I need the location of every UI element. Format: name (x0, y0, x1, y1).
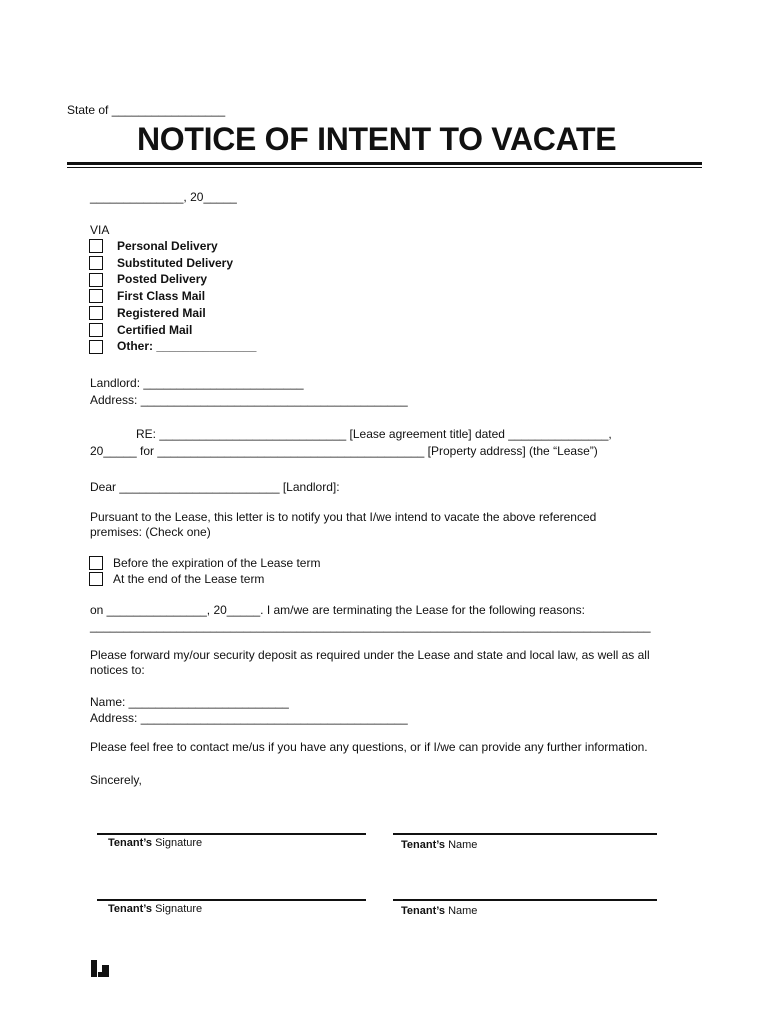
via-option-other: Other: _______________ (117, 339, 257, 353)
date-line: ______________, 20_____ (90, 190, 237, 204)
landlord-line: Landlord: ________________________ (90, 376, 304, 390)
via-option-first-class-mail: First Class Mail (117, 289, 206, 303)
landlord-address-line: Address: ________________________________________ (90, 393, 408, 407)
checkbox-registered-mail[interactable] (89, 306, 103, 320)
tenant-address-line: Address: ________________________________________ (90, 711, 408, 725)
forward-deposit-line-1: Please forward my/our security deposit as required under the Lease and state and local law, as well as all (90, 648, 650, 662)
via-option-registered-mail: Registered Mail (117, 306, 206, 320)
reasons-line: ____________________________________________________________________________________ (90, 619, 651, 633)
choice-before-expiration: Before the expiration of the Lease term (113, 556, 321, 570)
page-title: NOTICE OF INTENT TO VACATE (137, 121, 617, 157)
title-rule-thick (67, 162, 702, 165)
via-label: VIA (90, 223, 110, 237)
tenant-name-label-2: Tenant’s Name (401, 905, 478, 917)
via-option-posted-delivery: Posted Delivery (117, 272, 208, 286)
via-option-certified-mail: Certified Mail (117, 323, 193, 337)
via-option-personal-delivery: Personal Delivery (117, 239, 218, 253)
tenant-name-line-1 (393, 833, 657, 835)
tenant-signature-label-1: Tenant’s Signature (108, 837, 203, 849)
re-line-2: 20_____ for ________________________________________ [Property address] (the “Lease”) (90, 444, 598, 458)
re-line-1: RE: ____________________________ [Lease agreement title] dated _______________, (136, 427, 612, 441)
tenant-signature-line-2 (97, 899, 366, 901)
tenant-name-label-1: Tenant’s Name (401, 839, 478, 851)
closing: Sincerely, (90, 773, 142, 787)
checkbox-end-of-term[interactable] (89, 572, 103, 586)
tenant-name-line-2 (393, 899, 657, 901)
via-option-substituted-delivery: Substituted Delivery (117, 256, 234, 270)
title-rule-thin (67, 167, 702, 168)
terminating-line: on _______________, 20_____. I am/we are terminating the Lease for the following reasons: (90, 603, 586, 617)
checkbox-certified-mail[interactable] (89, 323, 103, 337)
choice-end-of-term: At the end of the Lease term (113, 572, 265, 586)
legal-templates-logo-icon (91, 960, 109, 977)
state-line: State of _________________ (67, 103, 226, 117)
checkbox-posted-delivery[interactable] (89, 273, 103, 287)
tenant-signature-label-2: Tenant’s Signature (108, 903, 203, 915)
salutation: Dear ________________________ [Landlord]: (90, 480, 340, 494)
tenant-name-line: Name: ________________________ (90, 695, 289, 709)
forward-deposit-line-2: notices to: (90, 663, 145, 677)
checkbox-first-class-mail[interactable] (89, 289, 103, 303)
checkbox-substituted-delivery[interactable] (89, 256, 103, 270)
checkbox-personal-delivery[interactable] (89, 239, 103, 253)
checkbox-before-expiration[interactable] (89, 556, 103, 570)
notice-paragraph-line-2: premises: (Check one) (90, 525, 211, 539)
checkbox-other[interactable] (89, 340, 103, 354)
notice-paragraph-line-1: Pursuant to the Lease, this letter is to notify you that I/we intend to vacate the above referenced (90, 510, 597, 524)
tenant-signature-line-1 (97, 833, 366, 835)
contact-line: Please feel free to contact me/us if you have any questions, or if I/we can provide any further information. (90, 740, 648, 754)
